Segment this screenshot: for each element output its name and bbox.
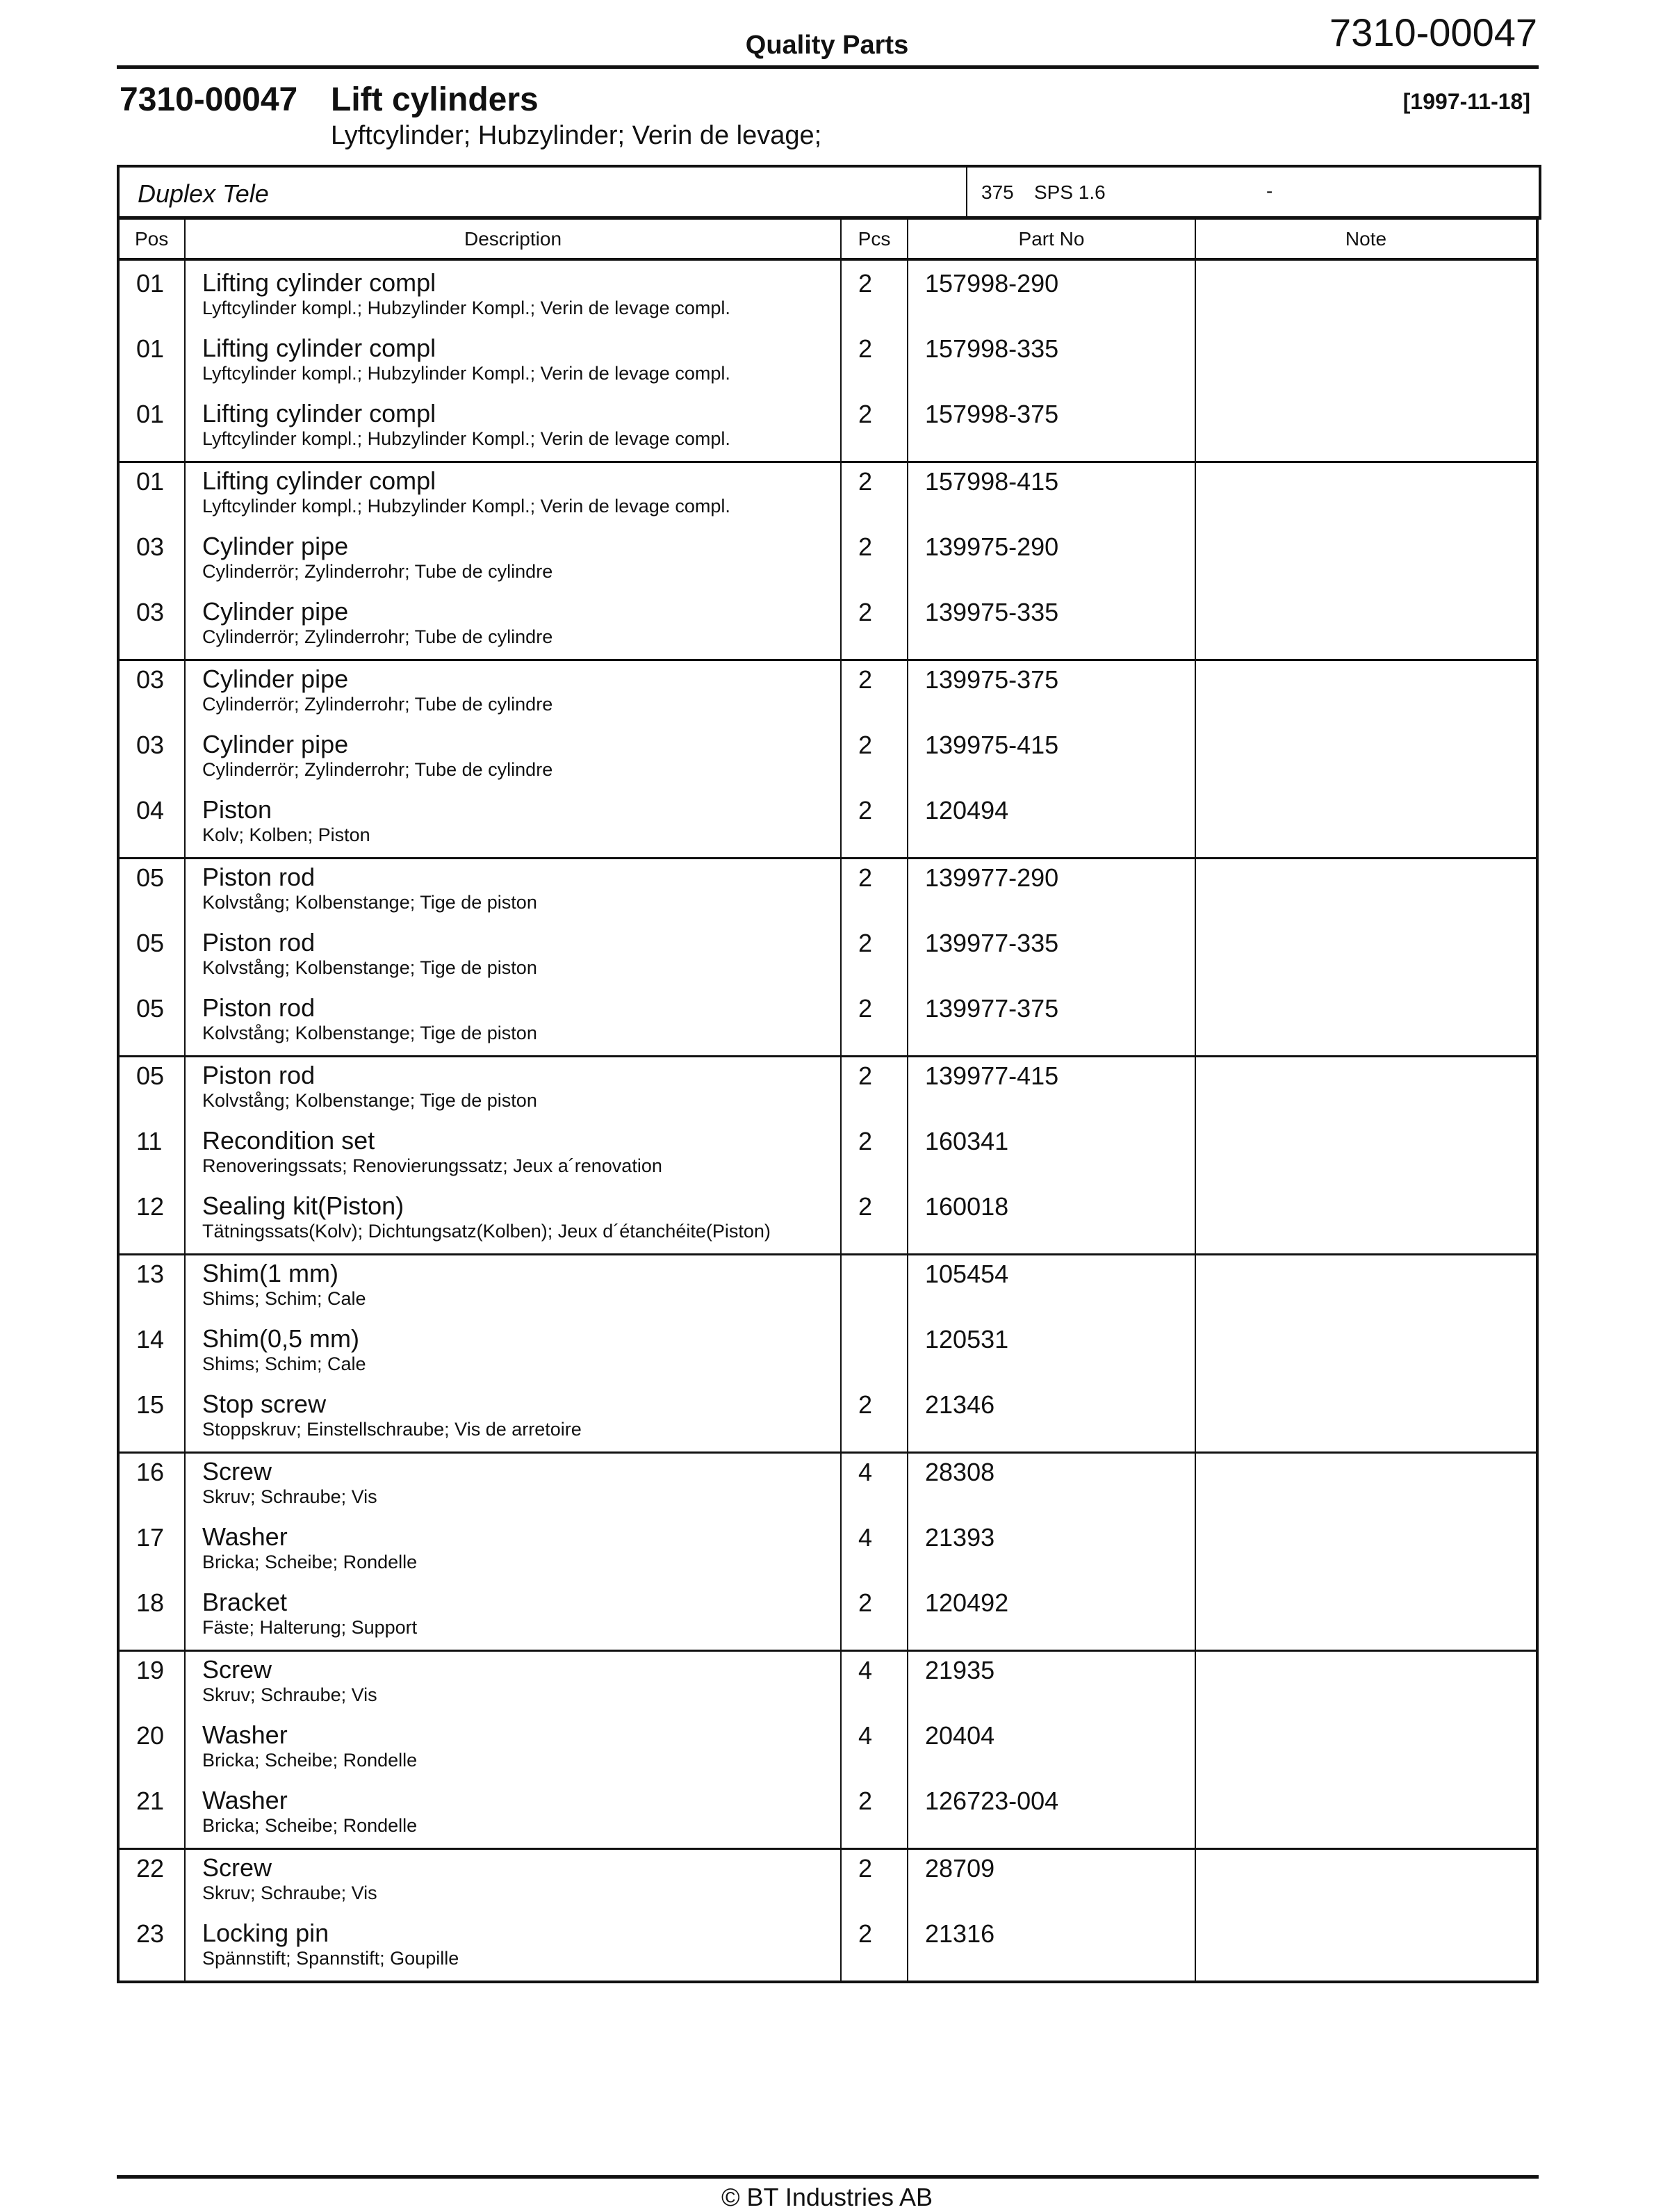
cell-note [1195,1782,1537,1849]
model-info-box [117,165,1541,220]
cell-pos: 05 [136,929,165,957]
cell-pcs: 2 [841,1584,908,1651]
table-row [118,1519,1537,1584]
cell-description [185,1123,841,1188]
cell-pcs: 2 [841,1057,908,1123]
cell-note [1195,1651,1537,1718]
cell-pcs: 2 [841,859,908,925]
table-row [118,396,1537,462]
table-row [118,462,1537,529]
cell-pcs: 2 [841,1123,908,1188]
model-code: 375 [981,181,1014,203]
table-row [118,528,1537,594]
model-sps: SPS 1.6 [1034,181,1106,203]
table-row [118,925,1537,990]
cell-pcs: 2 [841,990,908,1057]
table-row [118,859,1537,925]
cell-note [1195,1321,1537,1386]
table-row [118,1915,1537,1982]
cell-pcs: 2 [841,265,908,330]
cell-pos: 01 [136,334,165,363]
table-row [118,1651,1537,1718]
part-translations: Skruv; Schraube; Vis [202,1486,377,1507]
section-code: 7310-00047 [120,81,298,118]
column-header-pos: Pos [118,218,185,260]
cell-pos: 01 [136,400,165,428]
table-row [118,330,1537,396]
cell-description [185,1584,841,1651]
footer-divider [117,2175,1539,2179]
cell-pos: 17 [136,1523,165,1552]
cell-note [1195,330,1537,396]
cell-part-no: 126723-004 [908,1782,1195,1849]
table-header-row [118,218,1537,260]
cell-pcs: 2 [841,396,908,462]
model-name: Duplex Tele [138,179,269,208]
cell-note [1195,1057,1537,1123]
cell-description [185,1651,841,1718]
section-translations: Lyftcylinder; Hubzylinder; Verin de levage; [331,121,822,150]
header-divider [117,65,1539,69]
cell-part-no: 157998-335 [908,330,1195,396]
cell-part-no: 21393 [908,1519,1195,1584]
cell-description [185,726,841,792]
cell-description [185,1057,841,1123]
part-translations: Renoveringssats; Renovierungssatz; Jeux a´renovation [202,1155,662,1176]
cell-pos: 15 [136,1390,165,1419]
header-title: Quality Parts [745,31,909,60]
cell-description [185,594,841,660]
table-row [118,1453,1537,1520]
cell-description [185,330,841,396]
cell-pcs: 4 [841,1651,908,1718]
table-row [118,1849,1537,1916]
cell-pcs: 2 [841,1915,908,1982]
cell-description [185,528,841,594]
part-name: Washer [202,1721,288,1749]
cell-pos: 22 [118,1849,185,1916]
cell-note [1195,1849,1537,1916]
part-translations: Shims; Schim; Cale [202,1288,366,1309]
cell-part-no: 21316 [908,1915,1195,1982]
part-translations: Kolvstång; Kolbenstange; Tige de piston [202,1090,537,1111]
part-translations: Fäste; Halterung; Support [202,1617,418,1638]
cell-pcs: 2 [841,792,908,859]
part-name: Screw [202,1457,272,1486]
part-name: Bracket [202,1588,288,1616]
cell-pos: 12 [136,1192,165,1221]
cell-note [1195,726,1537,792]
part-name: Piston rod [202,863,316,891]
part-translations: Cylinderrör; Zylinderrohr; Tube de cylindre [202,561,553,582]
cell-part-no: 139975-375 [908,660,1195,727]
part-name: Stop screw [202,1390,327,1418]
cell-pcs [841,1255,908,1321]
parts-table [117,216,1539,1983]
part-translations: Skruv; Schraube; Vis [202,1684,377,1705]
cell-description [185,859,841,925]
cell-part-no: 157998-290 [908,265,1195,330]
part-name: Piston rod [202,928,316,957]
part-name: Piston rod [202,993,316,1022]
cell-pos: 05 [118,859,185,925]
cell-pcs: 4 [841,1717,908,1782]
cell-pcs: 2 [841,1188,908,1255]
header-doc-number: 7310-00047 [1329,10,1537,54]
cell-description [185,462,841,529]
cell-pos: 13 [118,1255,185,1321]
table-row [118,1386,1537,1453]
part-translations: Lyftcylinder kompl.; Hubzylinder Kompl.; Verin de levage compl. [202,428,730,449]
part-translations: Bricka; Scheibe; Rondelle [202,1815,418,1836]
part-name: Locking pin [202,1919,329,1947]
cell-description [185,925,841,990]
cell-part-no: 21346 [908,1386,1195,1453]
cell-pos: 21 [136,1787,165,1815]
cell-pos: 05 [136,994,165,1023]
table-row [118,726,1537,792]
column-header-pcs: Pcs [841,218,908,260]
table-row [118,1584,1537,1651]
cell-part-no: 20404 [908,1717,1195,1782]
cell-description [185,265,841,330]
table-row [118,990,1537,1057]
cell-note [1195,1188,1537,1255]
cell-part-no: 28308 [908,1453,1195,1520]
cell-part-no: 139975-290 [908,528,1195,594]
table-row [118,1255,1537,1321]
part-translations: Lyftcylinder kompl.; Hubzylinder Kompl.; Verin de levage compl. [202,496,730,517]
part-translations: Shims; Schim; Cale [202,1353,366,1374]
cell-part-no: 139975-415 [908,726,1195,792]
cell-description [185,1255,841,1321]
cell-pos: 05 [118,1057,185,1123]
cell-pos: 01 [136,269,165,298]
cell-note [1195,1453,1537,1520]
cell-description [185,1915,841,1982]
part-translations: Lyftcylinder kompl.; Hubzylinder Kompl.; Verin de levage compl. [202,363,730,384]
cell-part-no: 120494 [908,792,1195,859]
part-name: Sealing kit(Piston) [202,1192,404,1220]
part-translations: Tätningssats(Kolv); Dichtungsatz(Kolben); Jeux d´étanchéite(Piston) [202,1221,771,1242]
cell-description [185,1717,841,1782]
cell-pos: 03 [136,532,165,561]
part-translations: Kolv; Kolben; Piston [202,824,370,845]
part-name: Lifting cylinder compl [202,399,436,428]
table-row [118,1057,1537,1123]
cell-pos: 14 [136,1325,165,1353]
cell-pos: 23 [136,1919,165,1948]
cell-description [185,1321,841,1386]
table-row [118,1123,1537,1188]
cell-pcs: 4 [841,1519,908,1584]
cell-pos: 01 [118,462,185,529]
cell-description [185,1519,841,1584]
cell-note [1195,594,1537,660]
section-title: Lift cylinders [331,81,539,118]
cell-pos: 11 [136,1127,163,1155]
cell-pcs: 2 [841,660,908,727]
table-row [118,1717,1537,1782]
cell-pos: 03 [136,731,165,759]
part-name: Piston rod [202,1061,316,1089]
cell-note [1195,1717,1537,1782]
part-name: Cylinder pipe [202,730,349,758]
part-translations: Stoppskruv; Einstellschraube; Vis de arretoire [202,1419,582,1440]
cell-part-no: 160018 [908,1188,1195,1255]
cell-part-no: 105454 [908,1255,1195,1321]
part-translations: Bricka; Scheibe; Rondelle [202,1750,418,1771]
cell-pcs: 4 [841,1453,908,1520]
part-translations: Kolvstång; Kolbenstange; Tige de piston [202,957,537,978]
part-translations: Spännstift; Spannstift; Goupille [202,1948,459,1969]
table-row [118,792,1537,859]
part-translations: Kolvstång; Kolbenstange; Tige de piston [202,892,537,913]
cell-pcs: 2 [841,528,908,594]
cell-pcs: 2 [841,594,908,660]
cell-note [1195,925,1537,990]
cell-note [1195,1519,1537,1584]
section-date: [1997-11-18] [1402,89,1530,114]
cell-note [1195,462,1537,529]
cell-note [1195,1584,1537,1651]
header-gap-row [118,259,1537,265]
cell-pos: 04 [136,796,165,824]
cell-note [1195,660,1537,727]
part-name: Lifting cylinder compl [202,334,436,362]
model-extra: - [1266,180,1273,202]
cell-pos: 19 [118,1651,185,1718]
cell-pcs: 2 [841,726,908,792]
cell-part-no: 139977-375 [908,990,1195,1057]
cell-pcs: 2 [841,1782,908,1849]
cell-description [185,1849,841,1916]
cell-note [1195,990,1537,1057]
cell-part-no: 139977-415 [908,1057,1195,1123]
cell-note [1195,859,1537,925]
cell-part-no: 28709 [908,1849,1195,1916]
cell-pcs: 2 [841,1386,908,1453]
part-translations: Bricka; Scheibe; Rondelle [202,1552,418,1572]
column-header-part-no: Part No [908,218,1195,260]
cell-description [185,1386,841,1453]
cell-pos: 20 [136,1721,165,1750]
footer-copyright: © BT Industries AB [721,2183,933,2211]
cell-part-no: 120492 [908,1584,1195,1651]
cell-description [185,660,841,727]
part-translations: Cylinderrör; Zylinderrohr; Tube de cylindre [202,694,553,715]
part-name: Lifting cylinder compl [202,466,436,495]
cell-part-no: 160341 [908,1123,1195,1188]
cell-pos: 18 [136,1588,165,1617]
cell-part-no: 157998-375 [908,396,1195,462]
column-header-note: Note [1195,218,1537,260]
cell-note [1195,265,1537,330]
part-name: Cylinder pipe [202,665,349,693]
part-name: Washer [202,1786,288,1814]
part-translations: Kolvstång; Kolbenstange; Tige de piston [202,1023,537,1043]
part-name: Piston [202,795,272,824]
cell-note [1195,528,1537,594]
part-name: Cylinder pipe [202,532,349,560]
part-name: Shim(0,5 mm) [202,1324,360,1353]
cell-pos: 03 [136,598,165,626]
cell-pcs [841,1321,908,1386]
table-row [118,594,1537,660]
cell-description [185,1188,841,1255]
table-row [118,1782,1537,1849]
cell-note [1195,1915,1537,1982]
table-row [118,660,1537,727]
part-name: Lifting cylinder compl [202,268,436,297]
part-translations: Cylinderrör; Zylinderrohr; Tube de cylindre [202,626,553,647]
cell-part-no: 139975-335 [908,594,1195,660]
part-translations: Cylinderrör; Zylinderrohr; Tube de cylindre [202,759,553,780]
part-name: Shim(1 mm) [202,1259,338,1287]
cell-note [1195,1386,1537,1453]
cell-note [1195,1255,1537,1321]
part-name: Screw [202,1853,272,1882]
table-row [118,1321,1537,1386]
part-translations: Skruv; Schraube; Vis [202,1882,377,1903]
table-row [118,1188,1537,1255]
cell-pcs: 2 [841,330,908,396]
part-name: Screw [202,1655,272,1684]
cell-description [185,1453,841,1520]
cell-part-no: 139977-335 [908,925,1195,990]
part-name: Cylinder pipe [202,597,349,626]
part-name: Washer [202,1522,288,1551]
cell-part-no: 21935 [908,1651,1195,1718]
cell-pcs: 2 [841,925,908,990]
table-row [118,265,1537,330]
cell-pcs: 2 [841,462,908,529]
cell-description [185,1782,841,1849]
cell-note [1195,396,1537,462]
column-header-description: Description [185,218,841,260]
cell-description [185,990,841,1057]
cell-pos: 16 [118,1453,185,1520]
cell-note [1195,1123,1537,1188]
cell-note [1195,792,1537,859]
part-translations: Lyftcylinder kompl.; Hubzylinder Kompl.; Verin de levage compl. [202,298,730,318]
cell-description [185,792,841,859]
cell-part-no: 157998-415 [908,462,1195,529]
info-divider [966,168,967,220]
cell-part-no: 120531 [908,1321,1195,1386]
cell-pos: 03 [118,660,185,727]
cell-part-no: 139977-290 [908,859,1195,925]
part-name: Recondition set [202,1126,375,1155]
cell-pcs: 2 [841,1849,908,1916]
cell-description [185,396,841,462]
